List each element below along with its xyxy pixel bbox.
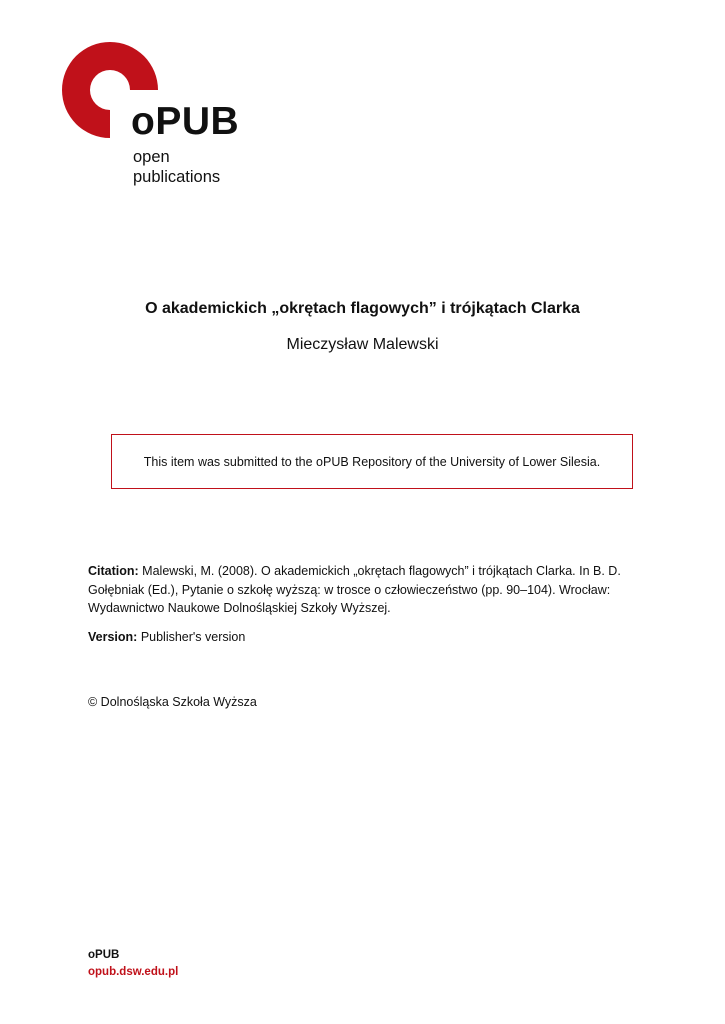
opub-logo (58, 42, 258, 192)
document-title: O akademickich „okrętach flagowych” i trójkątach Clarka (145, 300, 580, 317)
copyright-notice: © Dolnośląska Szkoła Wyższa (88, 695, 257, 709)
document-author: Mieczysław Malewski (286, 336, 439, 353)
logo-title: oPUB (131, 100, 240, 143)
version-text: Publisher's version (140, 630, 246, 644)
version-line (88, 630, 245, 644)
repository-notice-box (111, 434, 633, 489)
logo-subtitle-open: open (133, 148, 170, 166)
footer-repository-link[interactable]: opub.dsw.edu.pl (88, 966, 179, 978)
logo-subtitle-publications: publications (133, 168, 221, 186)
repository-notice-text: This item was submitted to the oPUB Repository of the University of Lower Silesia. (143, 454, 601, 469)
version-label: Version: (88, 630, 138, 644)
citation-label: Citation: (88, 564, 139, 578)
footer-repository-name: oPUB (88, 949, 120, 961)
citation-text: Malewski, M. (2008). O akademickich „okrętach flagowych” i trójkątach Clarka. In B. D. Gołębniak (Ed.), Pytanie o szkołę wyższą: w trosce o człowieczeństwo (pp. 90–104). Wrocław: Wydawnictwo Naukowe Dolnośląskiej Szkoły Wyższej. (88, 564, 621, 615)
citation-block (88, 562, 640, 618)
